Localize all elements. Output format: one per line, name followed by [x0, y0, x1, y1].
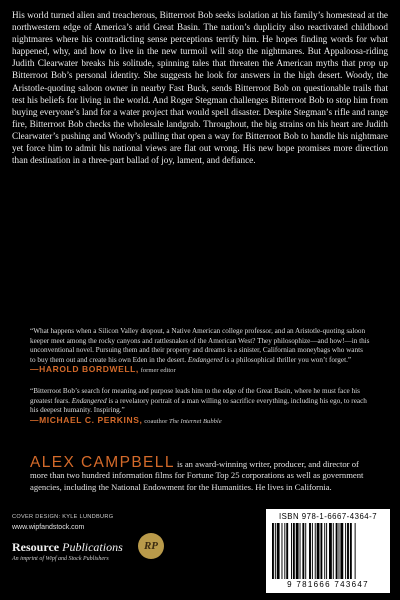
- barcode-icon: [270, 523, 386, 579]
- barcode-bar: [350, 523, 352, 579]
- barcode-bar: [293, 523, 295, 579]
- quote-1-author-name: —HAROLD BORDWELL,: [30, 364, 139, 375]
- barcode-bar: [282, 523, 283, 579]
- author-bio-text: is an award-winning writer, producer, and director of more than two hundred information films for Fortune Top 25 corporations as well as government agencies, including the National Endowment for the Humanities. He lives in California.: [30, 459, 364, 492]
- quote-2-book-title: Endangered: [71, 396, 107, 405]
- quote-2-text-end: is a revelatory portrait of a man willing to sacrifice everything, including his ego, to reach his deepest humanity. Inspiring.”: [30, 396, 367, 415]
- publisher-logo-icon: [138, 533, 164, 559]
- quote-1-book-title: Endangered: [187, 355, 223, 364]
- quote-1-text-start: “What happens when a Silicon Valley dropout, a Native American college professor, and an Aristotle-quoting saloon keeper meet among the rocky canyons and rattlesnakes of the American West? They philosophize—and how!—in this unconventional novel. Pursuing them and their property and dreams is a sinister, Californian moneybags who wants to buy them out and create his own Eden in the desert.: [30, 327, 370, 364]
- quote-2-role-text: coauthor: [144, 417, 169, 425]
- author-bio: [30, 454, 376, 493]
- isbn-barcode: [266, 509, 390, 593]
- quote-1-text-end: is a philosophical thriller you won’t forget.”: [222, 355, 352, 364]
- endorsement-quote-1: [30, 327, 370, 376]
- barcode-bar: [309, 523, 311, 579]
- quote-1-attribution: [30, 365, 370, 376]
- quote-2-attribution: [30, 416, 370, 427]
- publisher-name-italic: Publications: [62, 540, 123, 554]
- barcode-bar: [336, 523, 338, 579]
- barcode-bar: [326, 523, 327, 579]
- barcode-bar: [296, 523, 299, 579]
- barcode-bar: [277, 523, 280, 579]
- barcode-bar: [355, 523, 356, 579]
- barcode-bar: [347, 523, 349, 579]
- quote-2-text-start: “Bitterroot Bob’s search for meaning and purpose leads him to the edge of the Great Basin, where he must face his greatest fears.: [30, 387, 360, 405]
- barcode-bar: [333, 523, 334, 579]
- publisher-name-bold: Resource: [12, 540, 63, 554]
- quote-2-author-role: [144, 418, 221, 425]
- cover-design-credit: COVER DESIGN: KYLE LUNDBURG: [12, 514, 114, 520]
- barcode-bar: [275, 523, 276, 579]
- barcode-bar: [317, 523, 320, 579]
- barcode-bar: [345, 523, 346, 579]
- quote-2-role-book: The Internet Bubble: [168, 417, 222, 425]
- endorsement-quote-2: [30, 387, 370, 426]
- barcode-bar: [339, 523, 340, 579]
- publisher-website: www.wipfandstock.com: [12, 524, 85, 531]
- isbn-text: ISBN 978-1-6667-4364-7: [278, 512, 378, 521]
- barcode-bar: [284, 523, 285, 579]
- barcode-bar: [305, 523, 306, 579]
- barcode-bar: [320, 523, 322, 579]
- quote-1-author-role: former editor: [140, 367, 176, 375]
- quote-2-author-name: —MICHAEL C. PERKINS,: [30, 414, 143, 425]
- author-name: ALEX CAMPBELL: [30, 454, 175, 471]
- barcode-bar: [324, 523, 325, 579]
- barcode-bar: [300, 523, 301, 579]
- publisher-imprint: An imprint of Wipf and Stock Publishers: [12, 556, 109, 562]
- barcode-bar: [340, 523, 343, 579]
- publisher-logo-text: RP: [143, 540, 159, 552]
- barcode-bar: [329, 523, 332, 579]
- barcode-bar: [302, 523, 304, 579]
- barcode-bar: [291, 523, 292, 579]
- barcode-bar: [272, 523, 274, 579]
- barcode-bar: [286, 523, 288, 579]
- back-cover-blurb: His world turned alien and treacherous, Bitterroot Bob seeks isolation at his family’s homestead at the northwestern edge of America’s arid Great Basin. The nation’s duplicity also reactivated childhood nightmares where his contradicting sense perceptions terrify him. He hopes finding words for what happened, why, and how to live in the new turmoil will stop the nightmares. But Appaloosa-riding Judith Clearwater breaks his solitude, spinning tales that threaten the American myths that prop up Bitterroot Bob’s personal identity. She suggests he look for answers in the high desert. Woody, the Aristotle-quoting saloon owner in nearby Fast Buck, sends Bitterroot Bob on questionable trails that test his beliefs for living in the world. And Roger Stegman challenges Bitterroot Bob to stop him from buying everyone’s land for a water project that would spell disaster. Despite Stegman’s rifle and range fire, Bitterroot Bob checks the wholesale landgrab. Throughout, the big strains on his heart are Judith Clearwater’s pushing and Woody’s pulling that open a way for Bitterroot Bob to handle his nightmare yet force him to admit his national views are flat out wrong. His new hope promises more direction than destination in a three-part ballad of joy, lament, and defiance.: [12, 10, 388, 166]
- barcode-bar: [312, 523, 313, 579]
- barcode-digits: 9 781666 743647: [287, 580, 369, 589]
- barcode-bar: [315, 523, 316, 579]
- publisher-name: [12, 540, 123, 555]
